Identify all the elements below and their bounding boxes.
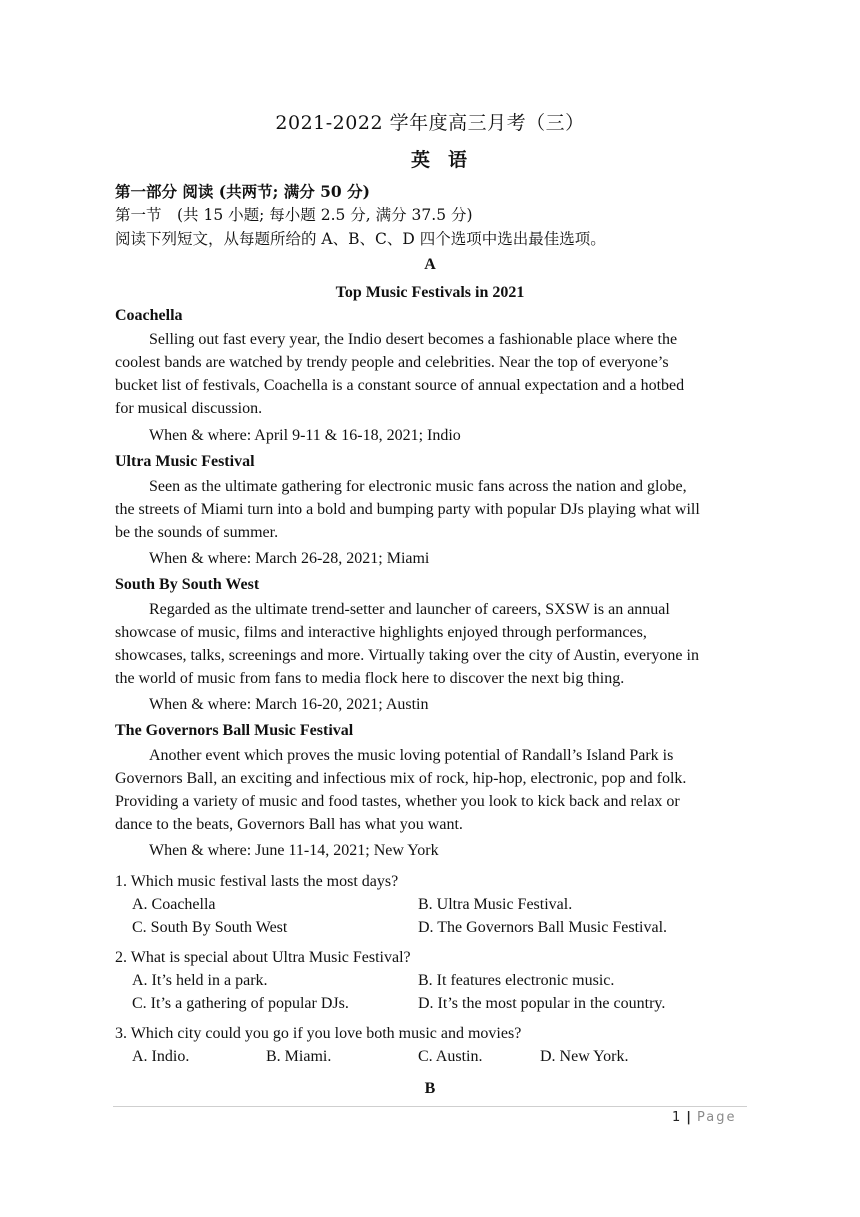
festival-when-where: When & where: April 9-11 & 16-18, 2021; Indio	[149, 427, 461, 444]
festival-line: Selling out fast every year, the Indio desert becomes a fashionable place where the	[149, 331, 678, 348]
festival-heading-coachella: Coachella	[115, 307, 183, 324]
question-option: D. The Governors Ball Music Festival.	[418, 919, 668, 936]
section-heading: 第一节 (共 15 小题; 每小题 2.5 分, 满分 37.5 分)	[115, 206, 473, 224]
question-option: B. It features electronic music.	[418, 972, 615, 989]
question-option: D. It’s the most popular in the country.	[418, 995, 666, 1012]
question-stem: 1. Which music festival lasts the most days?	[115, 873, 399, 890]
footer-separator: |	[686, 1110, 692, 1125]
passage-b-letter: B	[424, 1080, 436, 1097]
page-number: 1	[672, 1110, 681, 1125]
exam-title: 2021-2022 学年度高三月考（三）	[275, 112, 585, 134]
question-option: B. Miami.	[266, 1048, 332, 1065]
question-option: B. Ultra Music Festival.	[418, 896, 573, 913]
festival-line: be the sounds of summer.	[115, 524, 279, 541]
page-footer	[672, 1110, 737, 1125]
question-option: D. New York.	[540, 1048, 629, 1065]
directions-text: 阅读下列短文，从每题所给的 A、B、C、D 四个选项中选出最佳选项。	[115, 230, 606, 248]
passage-a-title: Top Music Festivals in 2021	[335, 284, 525, 301]
question-option: C. It’s a gathering of popular DJs.	[132, 995, 349, 1012]
festival-line: showcase of music, films and interactive highlights enjoyed through performances,	[115, 624, 647, 641]
festival-line: bucket list of festivals, Coachella is a constant source of annual expectation and a hotbed	[115, 377, 685, 394]
question-option: C. Austin.	[418, 1048, 483, 1065]
festival-line: Seen as the ultimate gathering for electronic music fans across the nation and globe,	[149, 478, 687, 495]
festival-line: the streets of Miami turn into a bold and bumping party with popular DJs playing what will	[115, 501, 700, 518]
festival-line: the world of music from fans to media flock here to discover the next big thing.	[115, 670, 625, 687]
festival-line: for musical discussion.	[115, 400, 263, 417]
question-stem: 3. Which city could you go if you love both music and movies?	[115, 1025, 522, 1042]
question-stem: 2. What is special about Ultra Music Festival?	[115, 949, 411, 966]
question-option: A. Indio.	[132, 1048, 190, 1065]
festival-line: showcases, talks, screenings and more. Virtually taking over the city of Austin, everyone in	[115, 647, 699, 664]
question-option: A. It’s held in a park.	[132, 972, 268, 989]
part-heading: 第一部分 阅读 (共两节; 满分 50 分)	[115, 182, 370, 201]
festival-when-where: When & where: March 16-20, 2021; Austin	[149, 696, 429, 713]
page-label: Page	[697, 1110, 737, 1125]
festival-line: Providing a variety of music and food tastes, whether you look to kick back and relax or	[115, 793, 680, 810]
question-option: A. Coachella	[132, 896, 216, 913]
festival-line: Another event which proves the music loving potential of Randall’s Island Park is	[149, 747, 674, 764]
festival-heading-governors-ball: The Governors Ball Music Festival	[115, 722, 354, 739]
festival-line: Governors Ball, an exciting and infectious mix of rock, hip-hop, electronic, pop and folk.	[115, 770, 687, 787]
festival-when-where: When & where: June 11-14, 2021; New York	[149, 842, 439, 859]
footer-divider	[113, 1106, 747, 1107]
festival-line: coolest bands are watched by trendy people and celebrities. Near the top of everyone’s	[115, 354, 669, 371]
subject-title: 英语	[410, 149, 485, 171]
festival-heading-ultra: Ultra Music Festival	[115, 453, 255, 470]
festival-heading-sxsw: South By South West	[115, 576, 260, 593]
passage-a-letter: A	[424, 256, 436, 273]
festival-line: Regarded as the ultimate trend-setter and launcher of careers, SXSW is an annual	[149, 601, 670, 618]
festival-when-where: When & where: March 26-28, 2021; Miami	[149, 550, 430, 567]
festival-line: dance to the beats, Governors Ball has what you want.	[115, 816, 463, 833]
question-option: C. South By South West	[132, 919, 288, 936]
